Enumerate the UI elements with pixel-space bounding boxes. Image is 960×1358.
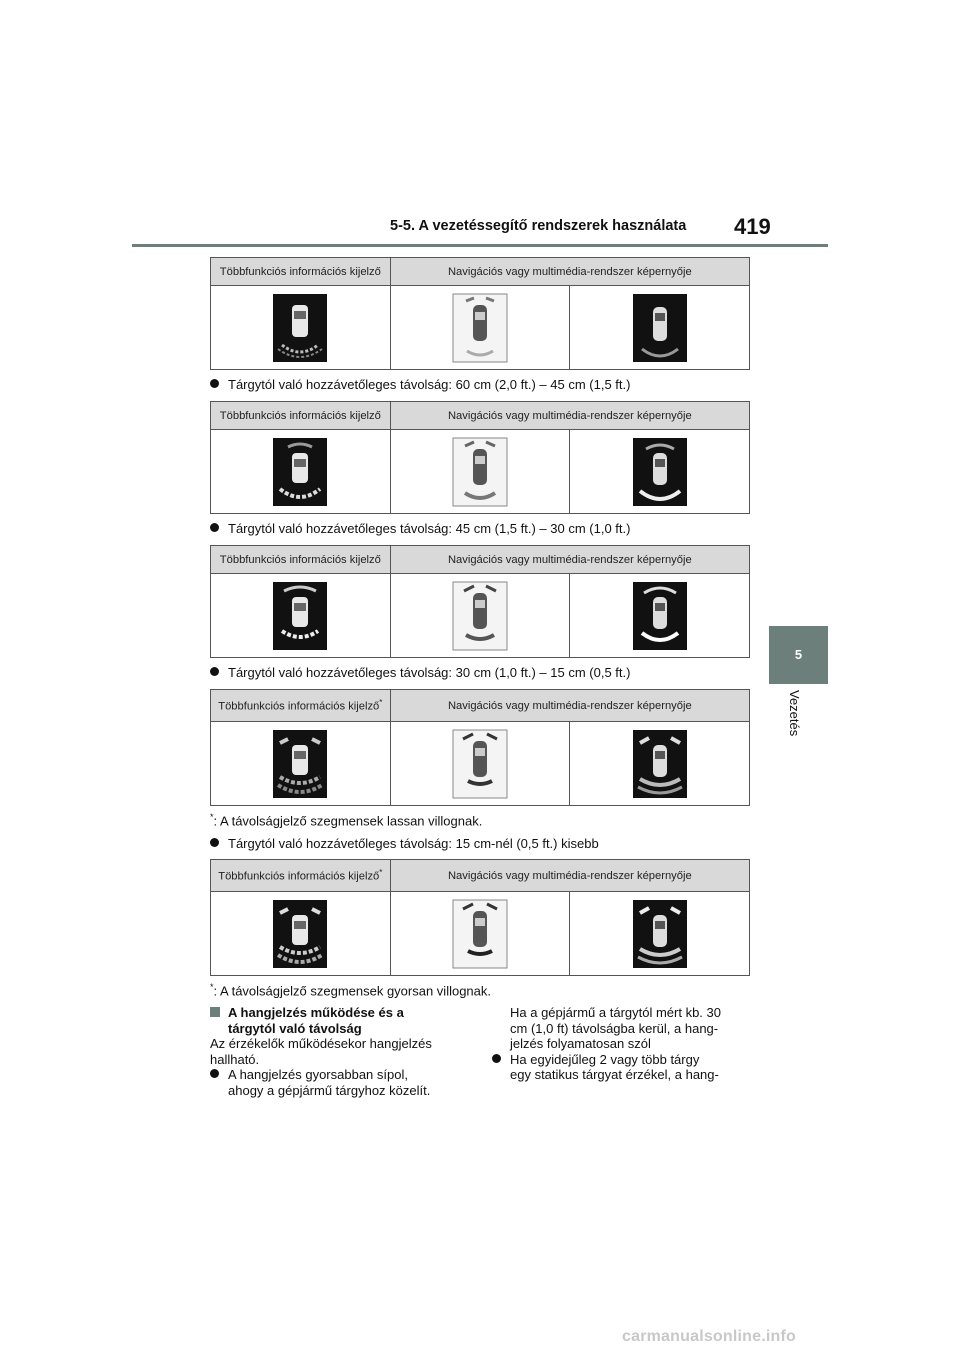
- car-sensor-display-icon: [632, 437, 688, 507]
- sound-section-left-column: [210, 1005, 480, 1098]
- header-nav-multimedia-screen: Navigációs vagy multimédia-rendszer képernyője: [390, 258, 749, 286]
- header-multi-info-display: Többfunkciós információs kijelző*: [211, 690, 391, 722]
- sound-section-title-line2: tárgytól való távolság: [228, 1020, 362, 1036]
- page-number: 419: [734, 214, 771, 239]
- nav-display-image-right: [570, 892, 750, 976]
- car-sensor-display-icon: [452, 899, 508, 969]
- car-sensor-display-icon: [452, 581, 508, 651]
- header-nav-multimedia-screen: Navigációs vagy multimédia-rendszer képernyője: [390, 690, 749, 722]
- bullet-dot: [492, 1054, 501, 1063]
- car-sensor-display-icon: [632, 293, 688, 363]
- display-table-4: [210, 689, 750, 806]
- car-sensor-display-icon: [272, 437, 328, 507]
- nav-display-image-left: [390, 892, 570, 976]
- nav-display-image-right: [570, 286, 750, 370]
- bullet-text: Tárgytól való hozzávetőleges távolság: 45 cm (1,5 ft.) – 30 cm (1,0 ft.): [228, 521, 631, 536]
- display-table-3: [210, 545, 750, 658]
- car-sensor-display-icon: [452, 293, 508, 363]
- chapter-label: Vezetés: [787, 690, 802, 737]
- car-sensor-display-icon: [272, 581, 328, 651]
- sound-right-line1: Ha a gépjármű a tárgytól mért kb. 30: [510, 1005, 721, 1020]
- car-sensor-display-icon: [272, 899, 328, 969]
- nav-display-image-left: [390, 286, 570, 370]
- display-table-2: [210, 401, 750, 514]
- nav-display-image-right: [570, 722, 750, 806]
- header-multi-info-display: Többfunkciós információs kijelző: [211, 402, 391, 430]
- chapter-tab: 5: [769, 626, 828, 684]
- mid-display-image: [211, 430, 391, 514]
- header-multi-info-display: Többfunkciós információs kijelző*: [211, 860, 391, 892]
- bullet-dot: [210, 667, 219, 676]
- sound-section-paragraph: Az érzékelők működésekor hangjelzés: [210, 1036, 432, 1051]
- sound-right-line2: cm (1,0 ft) távolságba kerül, a hang-: [510, 1020, 719, 1036]
- sound-section-right-column: [492, 1005, 754, 1083]
- car-sensor-display-icon: [272, 293, 328, 363]
- mid-display-image: [211, 574, 391, 658]
- nav-display-image-right: [570, 574, 750, 658]
- sound-section-title: A hangjelzés működése és a: [210, 1005, 480, 1021]
- section-square-icon: [210, 1007, 220, 1017]
- display-table-1: [210, 257, 750, 370]
- header-nav-multimedia-screen: Navigációs vagy multimédia-rendszer képernyője: [390, 860, 749, 892]
- bullet-text: Tárgytól való hozzávetőleges távolság: 30 cm (1,0 ft.) – 15 cm (0,5 ft.): [228, 665, 631, 680]
- car-sensor-display-icon: [632, 899, 688, 969]
- header-nav-multimedia-screen: Navigációs vagy multimédia-rendszer képernyője: [390, 402, 749, 430]
- display-table-5: [210, 859, 750, 976]
- bullet-dot: [210, 838, 219, 847]
- bullet-dot: [210, 523, 219, 532]
- bullet-dot: [210, 379, 219, 388]
- sound-bullet-2-line2: egy statikus tárgyat érzékel, a hang-: [510, 1067, 719, 1082]
- distance-bullet-4: [210, 836, 599, 851]
- bullet-text: Tárgytól való hozzávetőleges távolság: 60 cm (2,0 ft.) – 45 cm (1,5 ft.): [228, 377, 631, 392]
- sound-section-paragraph-line2: hallható.: [210, 1051, 260, 1067]
- nav-display-image-left: [390, 574, 570, 658]
- sound-right-line3: jelzés folyamatosan szól: [510, 1036, 651, 1051]
- car-sensor-display-icon: [632, 581, 688, 651]
- header-multi-info-display: Többfunkciós információs kijelző: [211, 258, 391, 286]
- distance-bullet-1: [210, 377, 630, 392]
- nav-display-image-left: [390, 722, 570, 806]
- header-nav-multimedia-screen: Navigációs vagy multimédia-rendszer képernyője: [390, 546, 749, 574]
- header-multi-info-display: Többfunkciós információs kijelző: [211, 546, 391, 574]
- footnote-slow-blink: *: A távolságjelző szegmensek lassan villognak.: [210, 812, 483, 829]
- car-sensor-display-icon: [452, 437, 508, 507]
- section-header-title: 5-5. A vezetéssegítő rendszerek használata: [390, 218, 687, 234]
- bullet-dot: [210, 1069, 219, 1078]
- watermark: carmanualsonline.info: [622, 1328, 797, 1345]
- mid-display-image: [211, 286, 391, 370]
- nav-display-image-left: [390, 430, 570, 514]
- header-rule: [132, 244, 828, 247]
- bullet-text: Tárgytól való hozzávetőleges távolság: 15 cm-nél (0,5 ft.) kisebb: [228, 836, 599, 851]
- footnote-fast-blink: *: A távolságjelző szegmensek gyorsan villognak.: [210, 982, 492, 999]
- mid-display-image: [211, 892, 391, 976]
- mid-display-image: [211, 722, 391, 806]
- sound-bullet-2: Ha egyidejűleg 2 vagy több tárgy: [492, 1052, 754, 1068]
- sound-bullet-1-line2: ahogy a gépjármű tárgyhoz közelít.: [228, 1082, 431, 1098]
- distance-bullet-3: [210, 665, 630, 680]
- distance-bullet-2: [210, 521, 630, 536]
- car-sensor-display-icon: [452, 729, 508, 799]
- nav-display-image-right: [570, 430, 750, 514]
- car-sensor-display-icon: [632, 729, 688, 799]
- sound-bullet-1: A hangjelzés gyorsabban sípol,: [210, 1067, 480, 1083]
- car-sensor-display-icon: [272, 729, 328, 799]
